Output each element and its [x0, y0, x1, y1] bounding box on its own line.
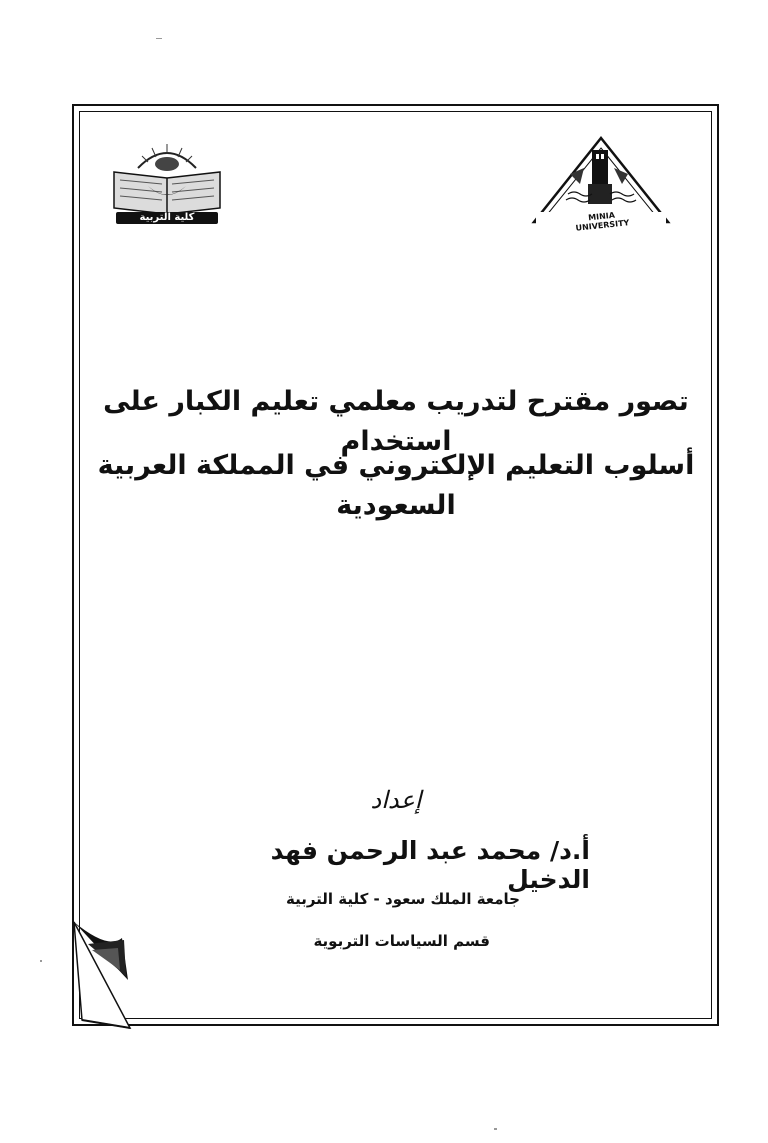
scan-speck — [494, 1128, 497, 1130]
author-affiliation: جامعة الملك سعود - كلية التربية — [285, 890, 520, 908]
prepared-by-label: إعداد — [370, 786, 422, 814]
author-department: قسم السياسات التربوية — [313, 932, 490, 950]
faculty-logo-caption: كلية التربية — [139, 212, 195, 223]
scan-speck — [156, 38, 162, 39]
page-curl-decoration — [68, 920, 148, 1030]
title-line-1: تصور مقترح لتدريب معلمي تعليم الكبار على استخدام — [103, 386, 689, 457]
author-name: أ.د/ محمد عبد الرحمن فهد الدخيل — [270, 836, 590, 894]
title-line-2: أسلوب التعليم الإلكتروني في المملكة العربية السعودية — [97, 450, 695, 521]
scan-speck — [40, 960, 42, 962]
minia-logo-caption: MINIA UNIVERSITY — [575, 210, 630, 233]
